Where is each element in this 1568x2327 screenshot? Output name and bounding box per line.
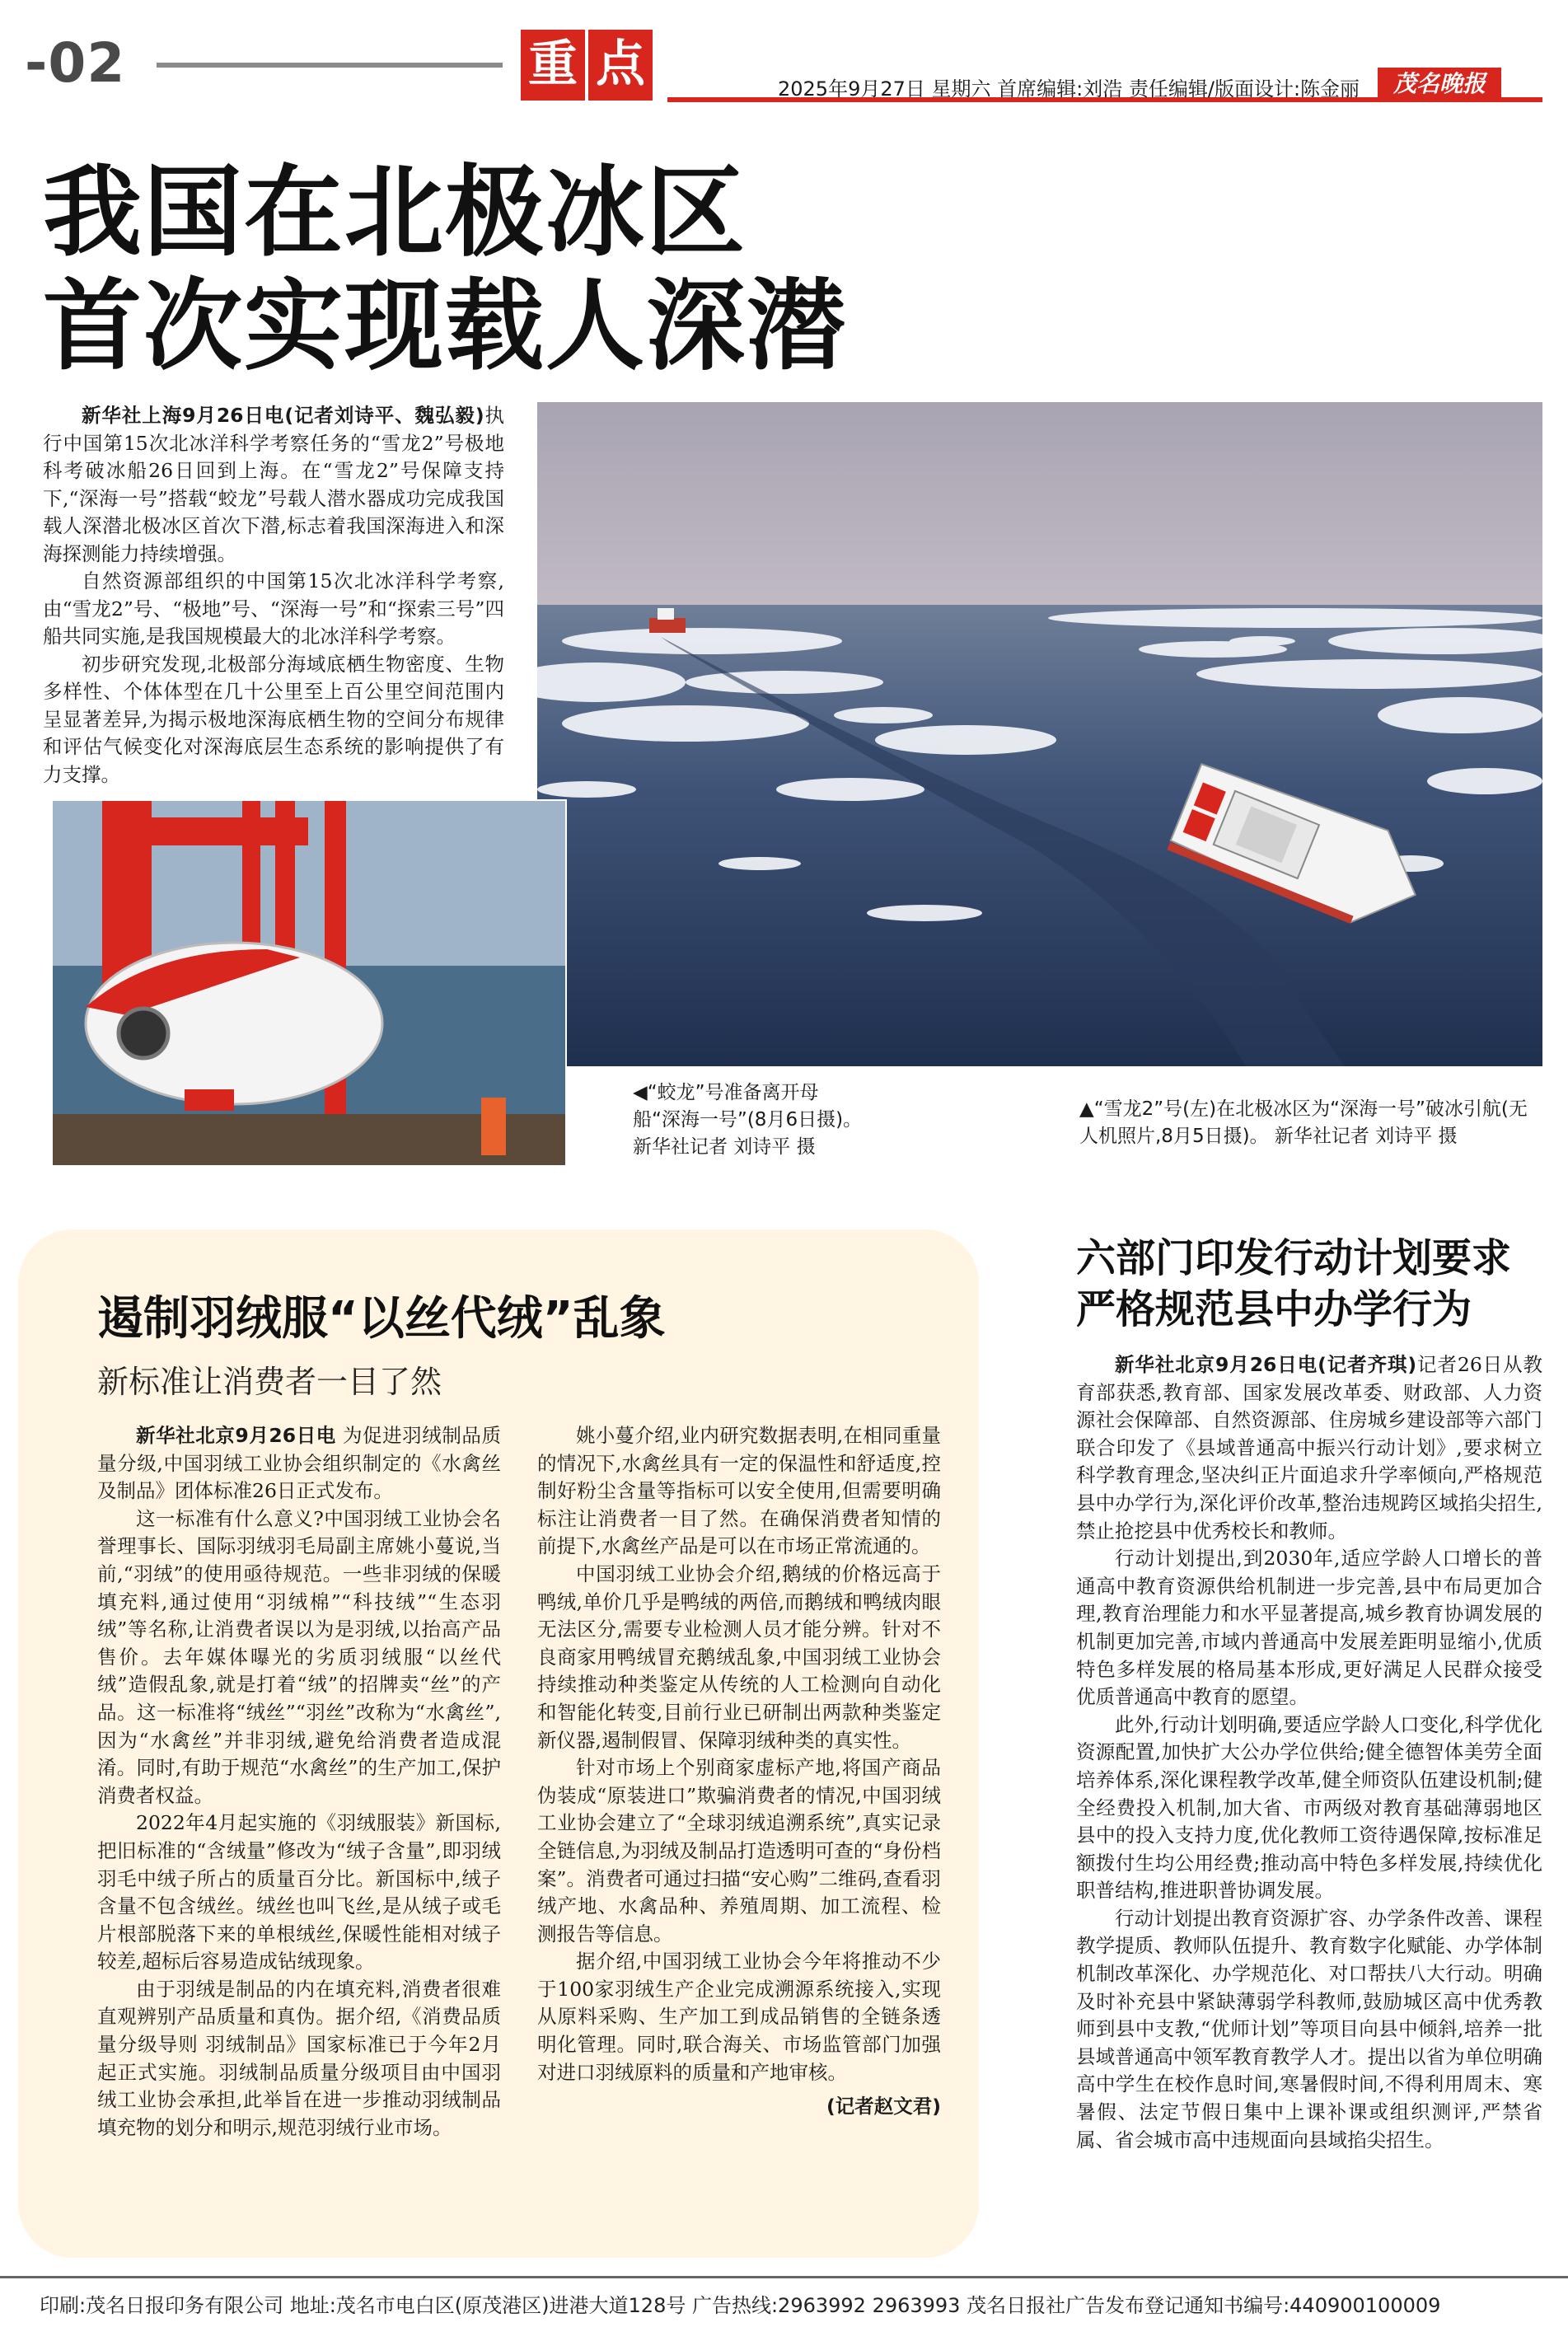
article-paragraph: 新华社北京9月26日电 为促进羽绒制品质量分级,中国羽绒工业协会组织制定的《水禽丝及制品》团体标准26日正式发布。 — [97, 1424, 502, 1503]
article-paragraph: 初步研究发现,北极部分海域底栖生物密度、生物多样性、个体体型在几十公里至上百公里空间范围内呈显著差异,为揭示极地深海底栖生物的空间分布规律和评估气候变化对深海底层生态系统的影响提供了有力支撑。 — [43, 652, 504, 786]
article-paragraph: 此外,行动计划明确,要适应学龄人口变化,科学优化资源配置,加快扩大公办学位供给;健全德智体美劳全面培养体系,深化课程教学改革,健全师资队伍建设机制;健全经费投入机制,加大省、市两级对教育基础薄弱地区县中的投入支持力度,优化教师工资待遇保障,按标准足额拨付生均公用经费;推动高中特色多样发展,持续优化职普结构,推进职普协调发展。 — [1076, 1712, 1542, 1903]
article-paragraph: 姚小蔓介绍,业内研究数据表明,在相同重量的情况下,水禽丝具有一定的保温性和舒适度,控制好粉尘含量等指标可以安全使用,但需要明确标注让消费者一目了然。在确保消费者知情的前提下,水禽丝产品是可以在市场正常流通的。 — [537, 1424, 941, 1558]
newspaper-logo: 茂名晚报 — [1378, 68, 1501, 101]
headline-line-1: 我国在北极冰区 — [43, 156, 747, 270]
reporter-signature: (记者赵文君) — [826, 2095, 941, 2119]
photo-jiaolong — [51, 799, 567, 1167]
caption-icebreakers: ▲“雪龙2”号(左)在北极冰区为“深海一号”破冰引航(无人机照片,8月5日摄)。 新华社记者 刘诗平 摄 — [1079, 1098, 1528, 1147]
article-paragraph: 据介绍,中国羽绒工业协会今年将推动不少于100家羽绒生产企业完成溯源系统接入,实现从原料采购、生产加工到成品销售的全链条透明化管理。同时,联合海关、市场监管部门加强对进口羽绒原料的质量和产地审核。 — [537, 1950, 941, 2084]
section-char-1: 重 — [521, 30, 585, 101]
title-line-1: 六部门印发行动计划要求 — [1076, 1235, 1512, 1281]
main-headline — [43, 157, 847, 384]
article-paragraph: 中国羽绒工业协会介绍,鹅绒的价格远高于鸭绒,单价几乎是鸭绒的两倍,而鹅绒和鸭绒肉眼无法区分,需要专业检测人员才能分辨。针对不良商家用鸭绒冒充鹅绒乱象,中国羽绒工业协会持续推动种类鉴定从传统的人工检测向自动化和智能化转变,目前行业已研制出两款种类鉴定新仪器,遏制假冒、保障羽绒种类的真实性。 — [537, 1561, 941, 1752]
feature-subtitle: 新标准让消费者一目了然 — [97, 1364, 442, 1400]
article-paragraph: 由于羽绒是制品的内在填充料,消费者很难直观辨别产品质量和真伪。据介绍,《消费品质量分级导则 羽绒制品》国家标准已于今年2月起正式实施。羽绒制品质量分级项目由中国羽绒工业协会承担,此举旨在进一步推动羽绒制品填充物的划分和明示,规范羽绒行业市场。 — [97, 1977, 501, 2139]
feature-column-right — [537, 1422, 941, 2121]
article-paragraph: 行动计划提出教育资源扩容、办学条件改善、课程教学提质、教师队伍提升、教育数字化赋能、办学体制机制改革深化、办学规范化、对口帮扶八大行动。明确及时补充县中紧缺薄弱学科教师,鼓励城区高中优秀教师到县中支教,“优师计划”等项目向县中倾斜,培养一批县域普通高中领军教育教学人才。提出以省为单位明确高中学生在校作息时间,寒暑假时间,不得利用周末、寒暑假、法定节假日集中上课补课或组织测评,严禁省属、省会城市高中违规面向县域掐尖招生。 — [1076, 1906, 1542, 2151]
article-arctic-dive — [43, 402, 504, 789]
article-paragraph: 这一标准有什么意义?中国羽绒工业协会名誉理事长、国际羽绒羽毛局副主席姚小蔓说,当前,“羽绒”的使用亟待规范。一些非羽绒的保暖填充料,通过使用“羽绒棉”“科技绒”“生态羽绒”等名称,让消费者误以为是羽绒,以抬高产品售价。去年媒体曝光的劣质羽绒服“以丝代绒”造假乱象,就是打着“绒”的招牌卖“丝”的产品。这一标准将“绒丝”“羽丝”改称为“水禽丝”,因为“水禽丝”并非羽绒,避免给消费者造成混淆。同时,有助于规范“水禽丝”的生产加工,保护消费者权益。 — [97, 1506, 501, 1807]
article-title-education — [1076, 1233, 1511, 1335]
article-education — [1076, 1351, 1542, 2154]
issue-info: 2025年9月27日 星期六 首席编辑:刘浩 责任编辑/版面设计:陈金丽 — [778, 77, 1360, 101]
photo-icebreakers — [537, 402, 1542, 1066]
dateline: 新华社上海9月26日电(记者刘诗平、魏弘毅) — [82, 404, 484, 427]
dateline: 新华社北京9月26日电(记者齐琪) — [1115, 1353, 1417, 1376]
section-badge — [521, 30, 656, 101]
article-paragraph: 针对市场上个别商家虚标产地,将国产商品伪装成“原装进口”欺骗消费者的情况,中国羽绒工业协会建立了“全球羽绒追溯系统”,真实记录全链信息,为羽绒及制品打造透明可查的“身份档案”。消费者可通过扫描“安心购”二维码,查看羽绒产地、水禽品种、养殖周期、加工流程、检测报告等信息。 — [537, 1756, 942, 1945]
footer-imprint: 印刷:茂名日报印务有限公司 地址:茂名市电白区(原茂港区)进港大道128号 广告热线:2963992 2963993 茂名日报社广告发布登记通知书编号:440900100009 — [40, 2294, 1441, 2317]
article-paragraph: 新华社上海9月26日电(记者刘诗平、魏弘毅)执行中国第15次北冰洋科学考察任务的“雪龙2”号极地科考破冰船26日回到上海。在“雪龙2”号保障支持下,“深海一号”搭载“蛟龙”号载人潜水器成功完成我国载人深潜北极冰区首次下潜,标志着我国深海进入和深海探测能力持续增强。 — [43, 404, 504, 565]
caption-jiaolong — [633, 1079, 880, 1161]
feature-title: 遏制羽绒服“以丝代绒”乱象 — [97, 1292, 666, 1346]
feature-column-left — [97, 1422, 501, 2142]
header-rule-left — [157, 63, 503, 68]
caption-line: 船“深海一号”(8月6日摄)。 — [633, 1109, 863, 1131]
caption-line: ◀“蛟龙”号准备离开母 — [633, 1082, 819, 1103]
caption-credit: 新华社记者 刘诗平 摄 — [633, 1136, 816, 1158]
footer-rule — [0, 2276, 1568, 2278]
title-line-2: 严格规范县中办学行为 — [1076, 1286, 1472, 1332]
article-paragraph: 2022年4月起实施的《羽绒服装》新国标,把旧标准的“含绒量”修改为“绒子含量”,即羽绒羽毛中绒子所占的质量百分比。新国标中,绒子含量不包含绒丝。绒丝也叫飞丝,是从绒子或毛片根部脱落下来的单根绒丝,保暖性能相对绒子较差,超标后容易造成钻绒现象。 — [97, 1811, 501, 1974]
page-number: -02 — [25, 31, 126, 95]
section-char-2: 点 — [588, 30, 653, 101]
article-paragraph: 行动计划提出,到2030年,适应学龄人口增长的普通高中教育资源供给机制进一步完善,县中布局更加合理,教育治理能力和水平显著提高,城乡教育协调发展的机制更加完善,市域内普通高中发展差距明显缩小,优质特色多样发展的格局基本形成,更好满足人民群众接受优质普通高中教育的愿望。 — [1076, 1547, 1542, 1709]
article-paragraph: 新华社北京9月26日电(记者齐琪)记者26日从教育部获悉,教育部、国家发展改革委、财政部、人力资源社会保障部、自然资源部、住房城乡建设部等六部门联合印发了《县域普通高中振兴行动计划》,要求树立科学教育理念,坚决纠正片面追求升学率倾向,严格规范县中办学行为,深化评价改革,整治违规跨区域掐尖招生,禁止抢挖县中优秀校长和教师。 — [1076, 1353, 1542, 1543]
article-paragraph: 自然资源部组织的中国第15次北冰洋科学考察,由“雪龙2”号、“极地”号、“深海一号”和“探索三号”四船共同实施,是我国规模最大的北冰洋科学考察。 — [43, 569, 504, 648]
dateline: 新华社北京9月26日电 — [136, 1424, 336, 1447]
headline-line-2: 首次实现载人深潜 — [43, 269, 847, 384]
